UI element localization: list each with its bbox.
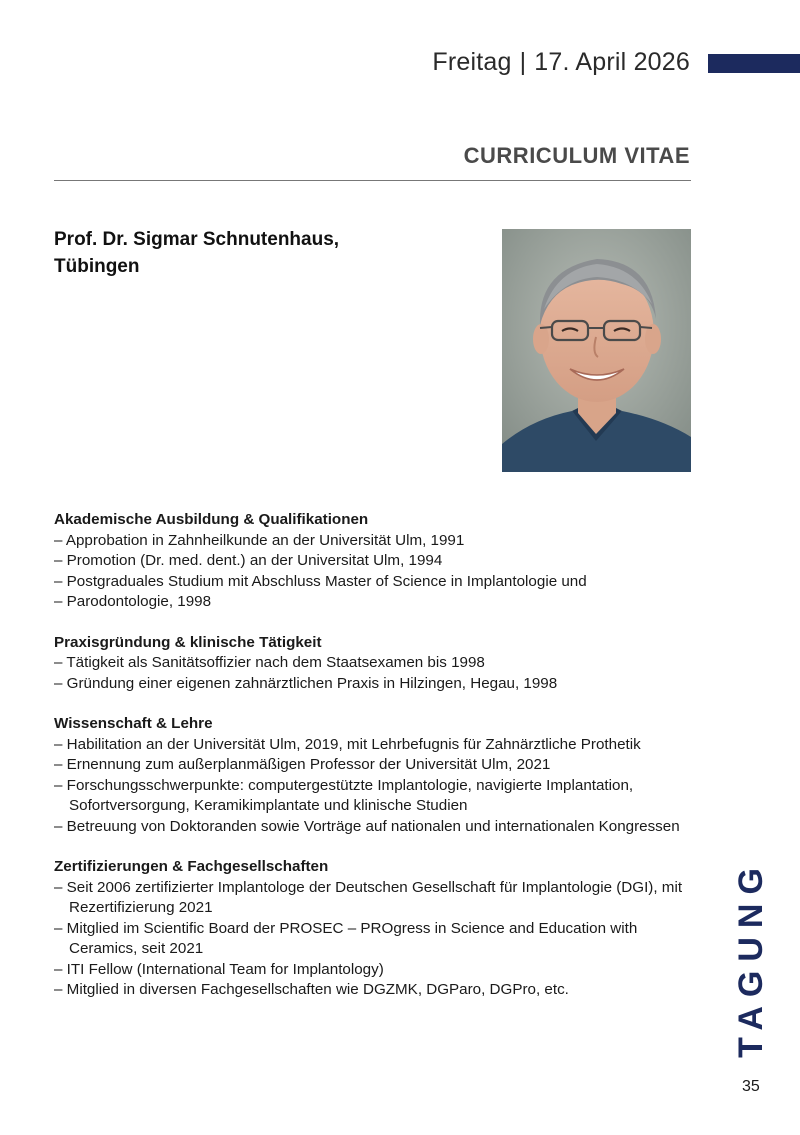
section-heading: Akademische Ausbildung & Qualifikationen — [54, 511, 369, 528]
list-item: – Seit 2006 zertifizierter Implantologe der Deutschen Gesellschaft für Implantologie (DGI), mit Rezertifizierung 2021 — [54, 878, 704, 919]
header-date-text: 17. April 2026 — [534, 48, 690, 76]
section-list — [54, 735, 704, 838]
section-list — [54, 653, 704, 694]
list-item: – Betreuung von Doktoranden sowie Vorträge auf nationalen und internationalen Kongressen — [54, 817, 704, 838]
side-label-text: TAGUNG — [731, 858, 770, 1058]
header-accent-bar — [708, 54, 800, 73]
section-heading: Wissenschaft & Lehre — [54, 715, 213, 732]
list-item: – Gründung einer eigenen zahnärztlichen Praxis in Hilzingen, Hegau, 1998 — [54, 674, 704, 695]
list-item: – Approbation in Zahnheilkunde an der Universität Ulm, 1991 — [54, 531, 704, 552]
page-number: 35 — [742, 1078, 760, 1095]
section-list — [54, 878, 704, 1001]
list-item: – Mitglied in diversen Fachgesellschaften wie DGZMK, DGParo, DGPro, etc. — [54, 980, 704, 1001]
page-title: CURRICULUM VITAE — [463, 143, 690, 168]
section-list — [54, 531, 704, 613]
header-date — [432, 48, 690, 77]
list-item: – Promotion (Dr. med. dent.) an der Universitat Ulm, 1994 — [54, 551, 704, 572]
cv-content — [54, 510, 704, 1021]
list-item: – ITI Fellow (International Team for Implantology) — [54, 960, 704, 981]
cv-section-practice — [54, 633, 704, 695]
list-item: – Habilitation an der Universität Ulm, 2019, mit Lehrbefugnis für Zahnärztliche Prothetik — [54, 735, 704, 756]
cv-section-education — [54, 510, 704, 613]
list-item: – Postgraduales Studium mit Abschluss Master of Science in Implantologie und — [54, 572, 704, 593]
cv-section-science — [54, 714, 704, 837]
title-divider — [54, 180, 691, 181]
section-heading: Praxisgründung & klinische Tätigkeit — [54, 633, 322, 651]
person-name-line: Prof. Dr. Sigmar Schnutenhaus, — [54, 229, 340, 250]
list-item: – Ernennung zum außerplanmäßigen Professor der Universität Ulm, 2021 — [54, 755, 704, 776]
side-label — [731, 858, 770, 1058]
list-item: – Tätigkeit als Sanitätsoffizier nach dem Staatsexamen bis 1998 — [54, 653, 704, 674]
header-day: Freitag — [432, 48, 512, 76]
list-item: – Parodontologie, 1998 — [54, 592, 704, 613]
list-item: – Mitglied im Scientific Board der PROSEC – PROgress in Science and Education with Ceramics, seit 2021 — [54, 919, 704, 960]
section-heading: Zertifizierungen & Fachgesellschaften — [54, 858, 329, 875]
list-item: – Forschungsschwerpunkte: computergestützte Implantologie, navigierte Implantation, Sofortversorgung, Keramikimplantate und klinische Studien — [54, 776, 704, 817]
portrait-photo — [502, 229, 691, 472]
header-separator: | — [519, 48, 527, 76]
cv-section-certifications — [54, 857, 704, 1001]
person-name — [54, 226, 474, 280]
person-location: Tübingen — [54, 256, 140, 277]
